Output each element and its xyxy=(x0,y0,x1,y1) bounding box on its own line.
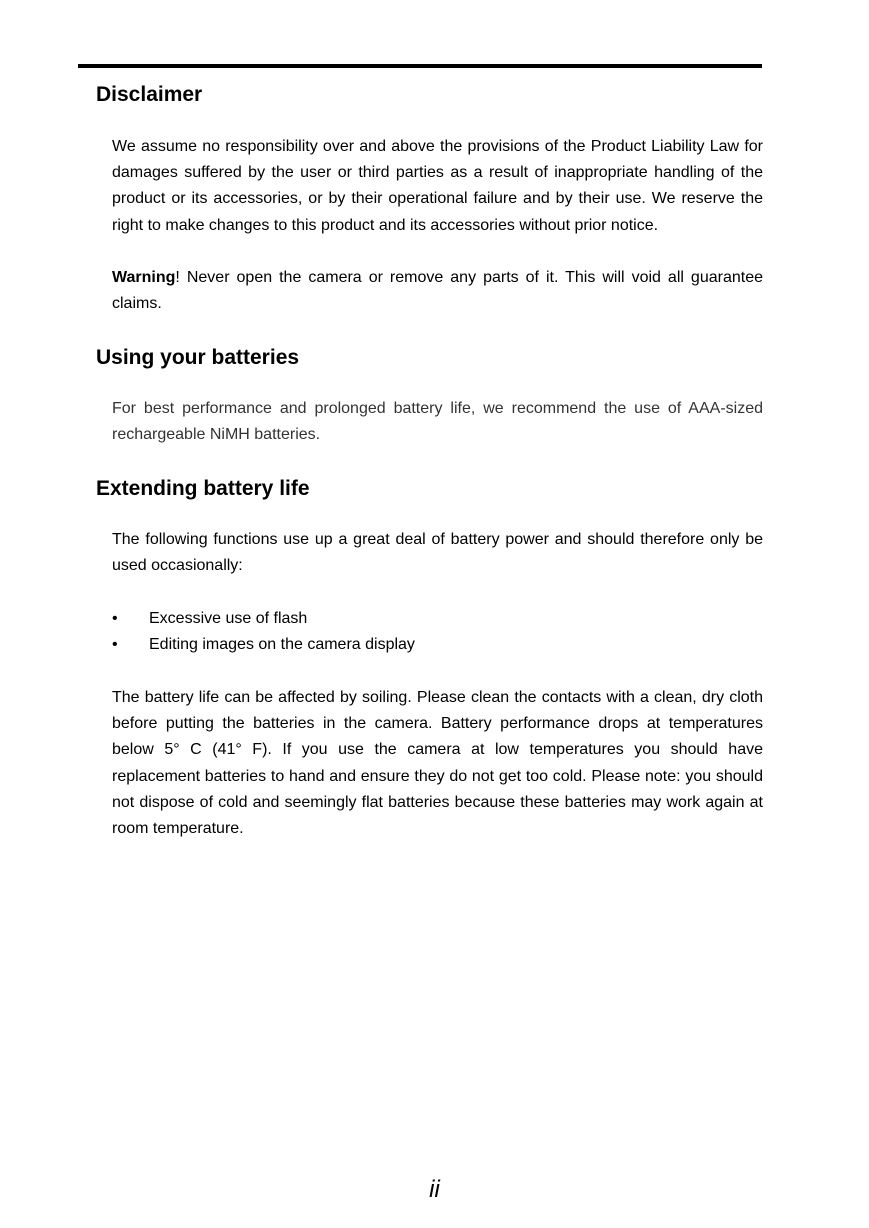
warning-body: ! Never open the camera or remove any parts of it. This will void all guarantee claims. xyxy=(112,269,763,313)
bullet-icon: • xyxy=(112,636,118,654)
disclaimer-heading: Disclaimer xyxy=(96,83,203,106)
extending-intro: The following functions use up a great deal of battery power and should therefore only be used occasionally: xyxy=(112,531,763,575)
battery-drain-list xyxy=(112,606,763,658)
battery-care-text: The battery life can be affected by soiling. Please clean the contacts with a clean, dry cloth before putting the batteries in the camera. Battery performance drops at temperatures below 5° C (41° F). If you use the camera at low temperatures you should have replacement batteries to hand and ensure they do not get too cold. Please note: you should not dispose of cold and seemingly flat batteries because these batteries may work again at room temperature. xyxy=(112,689,763,838)
extending-heading: Extending battery life xyxy=(96,477,310,500)
list-item-text: Excessive use of flash xyxy=(149,610,308,627)
page-number: ii xyxy=(429,1176,440,1203)
batteries-heading: Using your batteries xyxy=(96,346,300,369)
bullet-icon: • xyxy=(112,610,118,627)
disclaimer-text: We assume no responsibility over and above the provisions of the Product Liability Law for damages suffered by the user or third parties as a result of inappropriate handling of the product or its accessories, or by their operational failure and by their use. We reserve the right to make changes to this product and its accessories without prior notice. xyxy=(112,138,763,234)
warning-label: Warning xyxy=(112,269,176,286)
list-item xyxy=(112,632,763,658)
warning-text xyxy=(112,265,763,317)
top-rule xyxy=(78,64,762,68)
batteries-text: For best performance and prolonged battery life, we recommend the use of AAA-sized rechargeable NiMH batteries. xyxy=(112,400,763,444)
list-item-text: Editing images on the camera display xyxy=(149,636,415,654)
list-item xyxy=(112,606,763,632)
